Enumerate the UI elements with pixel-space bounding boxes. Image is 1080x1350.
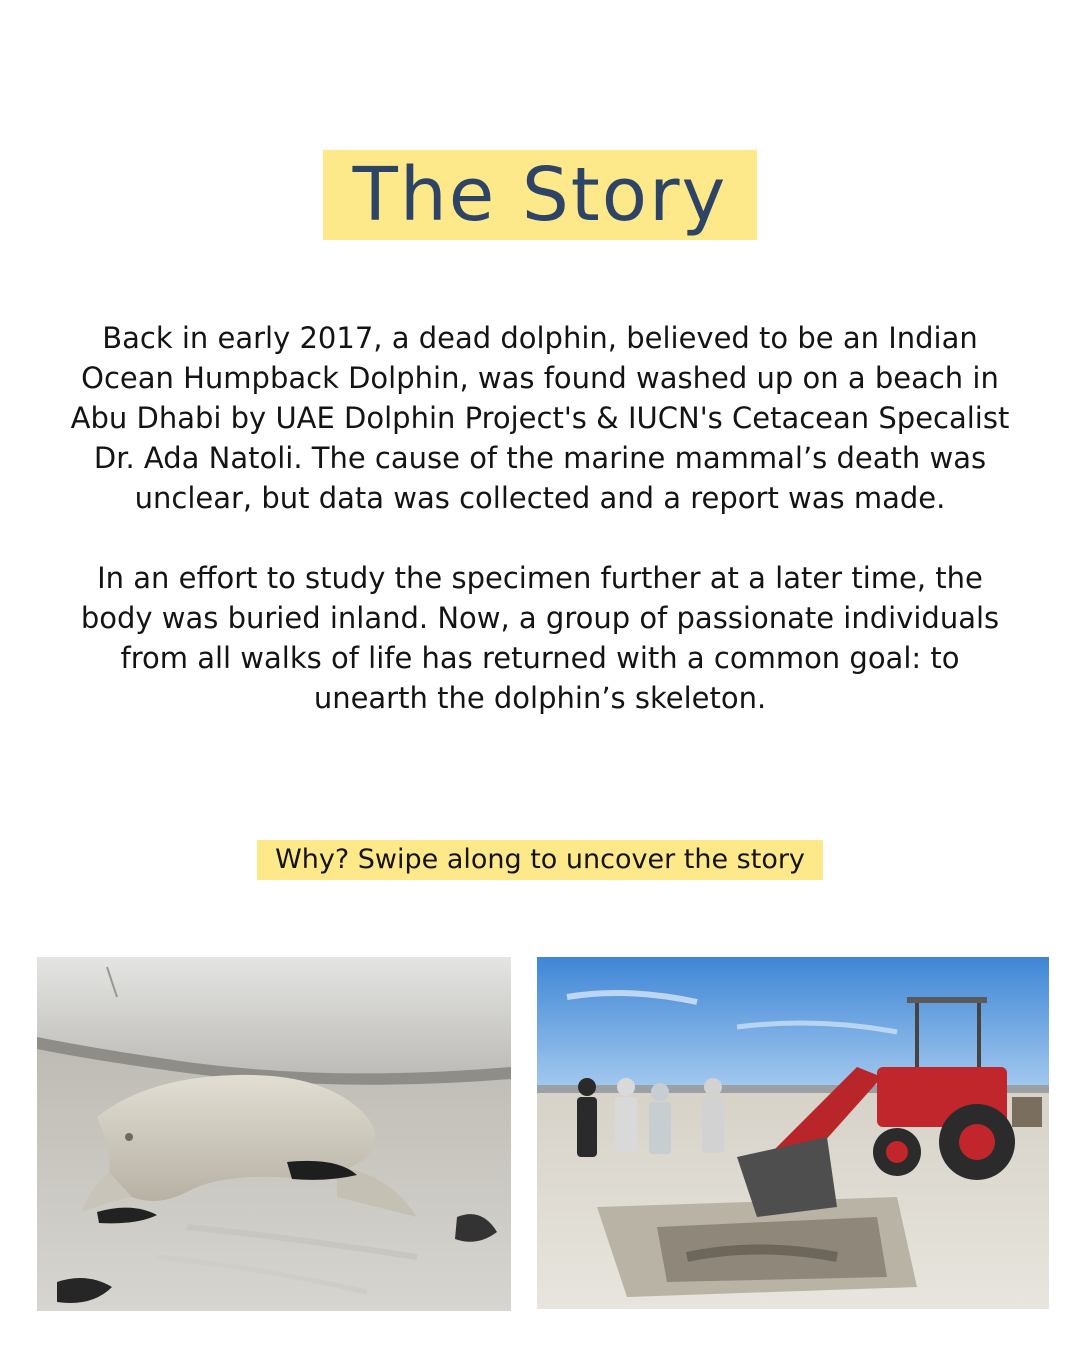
page-title: The Story bbox=[323, 150, 758, 240]
dolphin-photo-illustration bbox=[37, 957, 511, 1311]
story-paragraph-1: Back in early 2017, a dead dolphin, believed to be an Indian Ocean Humpback Dolphin, was found washed up on a beach in Abu Dhabi by UAE Dolphin Project's & IUCN's Cetacean Specalist Dr. Ada Natoli. The cause of the marine mammal’s death was unclear, but data was collected and a report was made. bbox=[70, 321, 1010, 515]
story-body bbox=[70, 318, 1010, 718]
dead-dolphin-on-sand-photo bbox=[37, 957, 511, 1311]
title-container bbox=[0, 150, 1080, 240]
cta-container bbox=[0, 840, 1080, 880]
swipe-cta: Why? Swipe along to uncover the story bbox=[257, 840, 823, 880]
tractor-excavation-photo bbox=[537, 957, 1049, 1309]
story-paragraph-2: In an effort to study the specimen further at a later time, the body was buried inland. Now, a group of passionate individuals from all walks of life has returned with a common goal: to unearth the dolphin’s skeleton. bbox=[80, 561, 1000, 715]
excavation-photo-illustration bbox=[537, 957, 1049, 1309]
